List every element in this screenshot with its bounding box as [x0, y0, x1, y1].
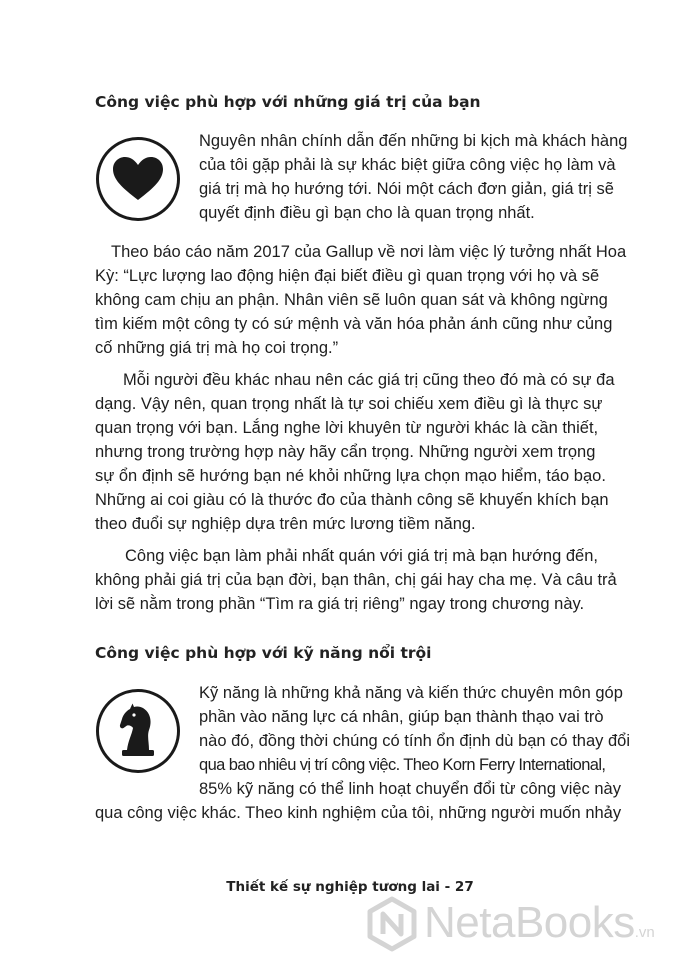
- chess-knight-icon: [99, 692, 177, 770]
- section1-para1-line: Theo báo cáo năm 2017 của Gallup về nơi làm việc lý tưởng nhất Hoa: [111, 243, 627, 261]
- section1-para2-line: Mỗi người đều khác nhau nên các giá trị cũng theo đó mà có sự đa: [123, 371, 615, 389]
- section1-para2-line: Những ai coi giàu có là thước đo của thành công sẽ khuyến khích bạn: [95, 491, 609, 509]
- section1-intro-line: Nguyên nhân chính dẫn đến những bi kịch mà khách hàng: [199, 132, 628, 150]
- section2-intro-line: qua bao nhiêu vị trí công việc. Theo Korn Ferry International,: [199, 756, 606, 774]
- section1-para3-line: không phải giá trị của bạn đời, bạn thân, chị gái hay cha mẹ. Và câu trả: [95, 571, 617, 589]
- section1-para1-line: cố những giá trị mà họ coi trọng.”: [95, 339, 339, 357]
- section1-para2-line: quan trọng với bạn. Lắng nghe lời khuyên từ người khác là cần thiết,: [95, 419, 599, 437]
- section1-intro-line: của tôi gặp phải là sự khác biệt giữa công việc họ làm và: [199, 156, 616, 174]
- section1-para2-line: sự ổn định sẽ hướng bạn né khỏi những lựa chọn mạo hiểm, táo bạo.: [95, 467, 606, 485]
- page-footer: Thiết kế sự nghiệp tương lai - 27: [226, 879, 474, 895]
- heart-icon: [99, 140, 177, 218]
- netabooks-logo-icon: [364, 896, 420, 952]
- section-heading-skills: Công việc phù hợp với kỹ năng nổi trội: [95, 644, 432, 662]
- section1-para3-line: Công việc bạn làm phải nhất quán với giá trị mà bạn hướng đến,: [125, 547, 598, 565]
- section1-intro-line: giá trị mà họ hướng tới. Nói một cách đơn giản, giá trị sẽ: [199, 180, 614, 198]
- knight-icon-badge: [96, 689, 180, 773]
- heart-icon-badge: [96, 137, 180, 221]
- section1-para1-line: Kỳ: “Lực lượng lao động hiện đại biết điều gì quan trọng với họ và sẽ: [95, 267, 600, 285]
- watermark-text: [424, 897, 655, 959]
- watermark-suffix: .vn: [634, 924, 655, 941]
- section1-para2-line: theo đuổi sự nghiệp dựa trên mức lương tiềm năng.: [95, 515, 476, 533]
- section-heading-values: Công việc phù hợp với những giá trị của bạn: [95, 93, 481, 111]
- section2-intro-line: qua công việc khác. Theo kinh nghiệm của tôi, những người muốn nhảy: [95, 804, 622, 822]
- netabooks-watermark: [362, 893, 692, 955]
- section1-para1-line: tìm kiếm một công ty có sứ mệnh và văn hóa phản ánh cũng như củng: [95, 315, 613, 333]
- section2-intro-line: Kỹ năng là những khả năng và kiến thức chuyên môn góp: [199, 684, 623, 702]
- section1-para2-line: dạng. Vậy nên, quan trọng nhất là tự soi chiếu xem điều gì là thực sự: [95, 395, 603, 413]
- watermark-brand: NetaBooks: [424, 898, 635, 947]
- section2-intro-line: 85% kỹ năng có thể linh hoạt chuyển đổi từ công việc này: [199, 780, 621, 798]
- section2-intro-line: nào đó, đồng thời chúng có tính ổn định dù bạn có thay đổi: [199, 732, 630, 750]
- section1-intro-line: quyết định điều gì bạn cho là quan trọng nhất.: [199, 204, 535, 222]
- section2-intro-line: phần vào năng lực cá nhân, giúp bạn thành thạo vai trò: [199, 708, 604, 726]
- section1-para3-line: lời sẽ nằm trong phần “Tìm ra giá trị riêng” ngay trong chương này.: [95, 595, 585, 613]
- section1-para1-line: không cam chịu an phận. Nhân viên sẽ luôn quan sát và không ngừng: [95, 291, 608, 309]
- section1-para2-line: nhưng trong trường hợp này hãy cẩn trọng. Những người xem trọng: [95, 443, 596, 461]
